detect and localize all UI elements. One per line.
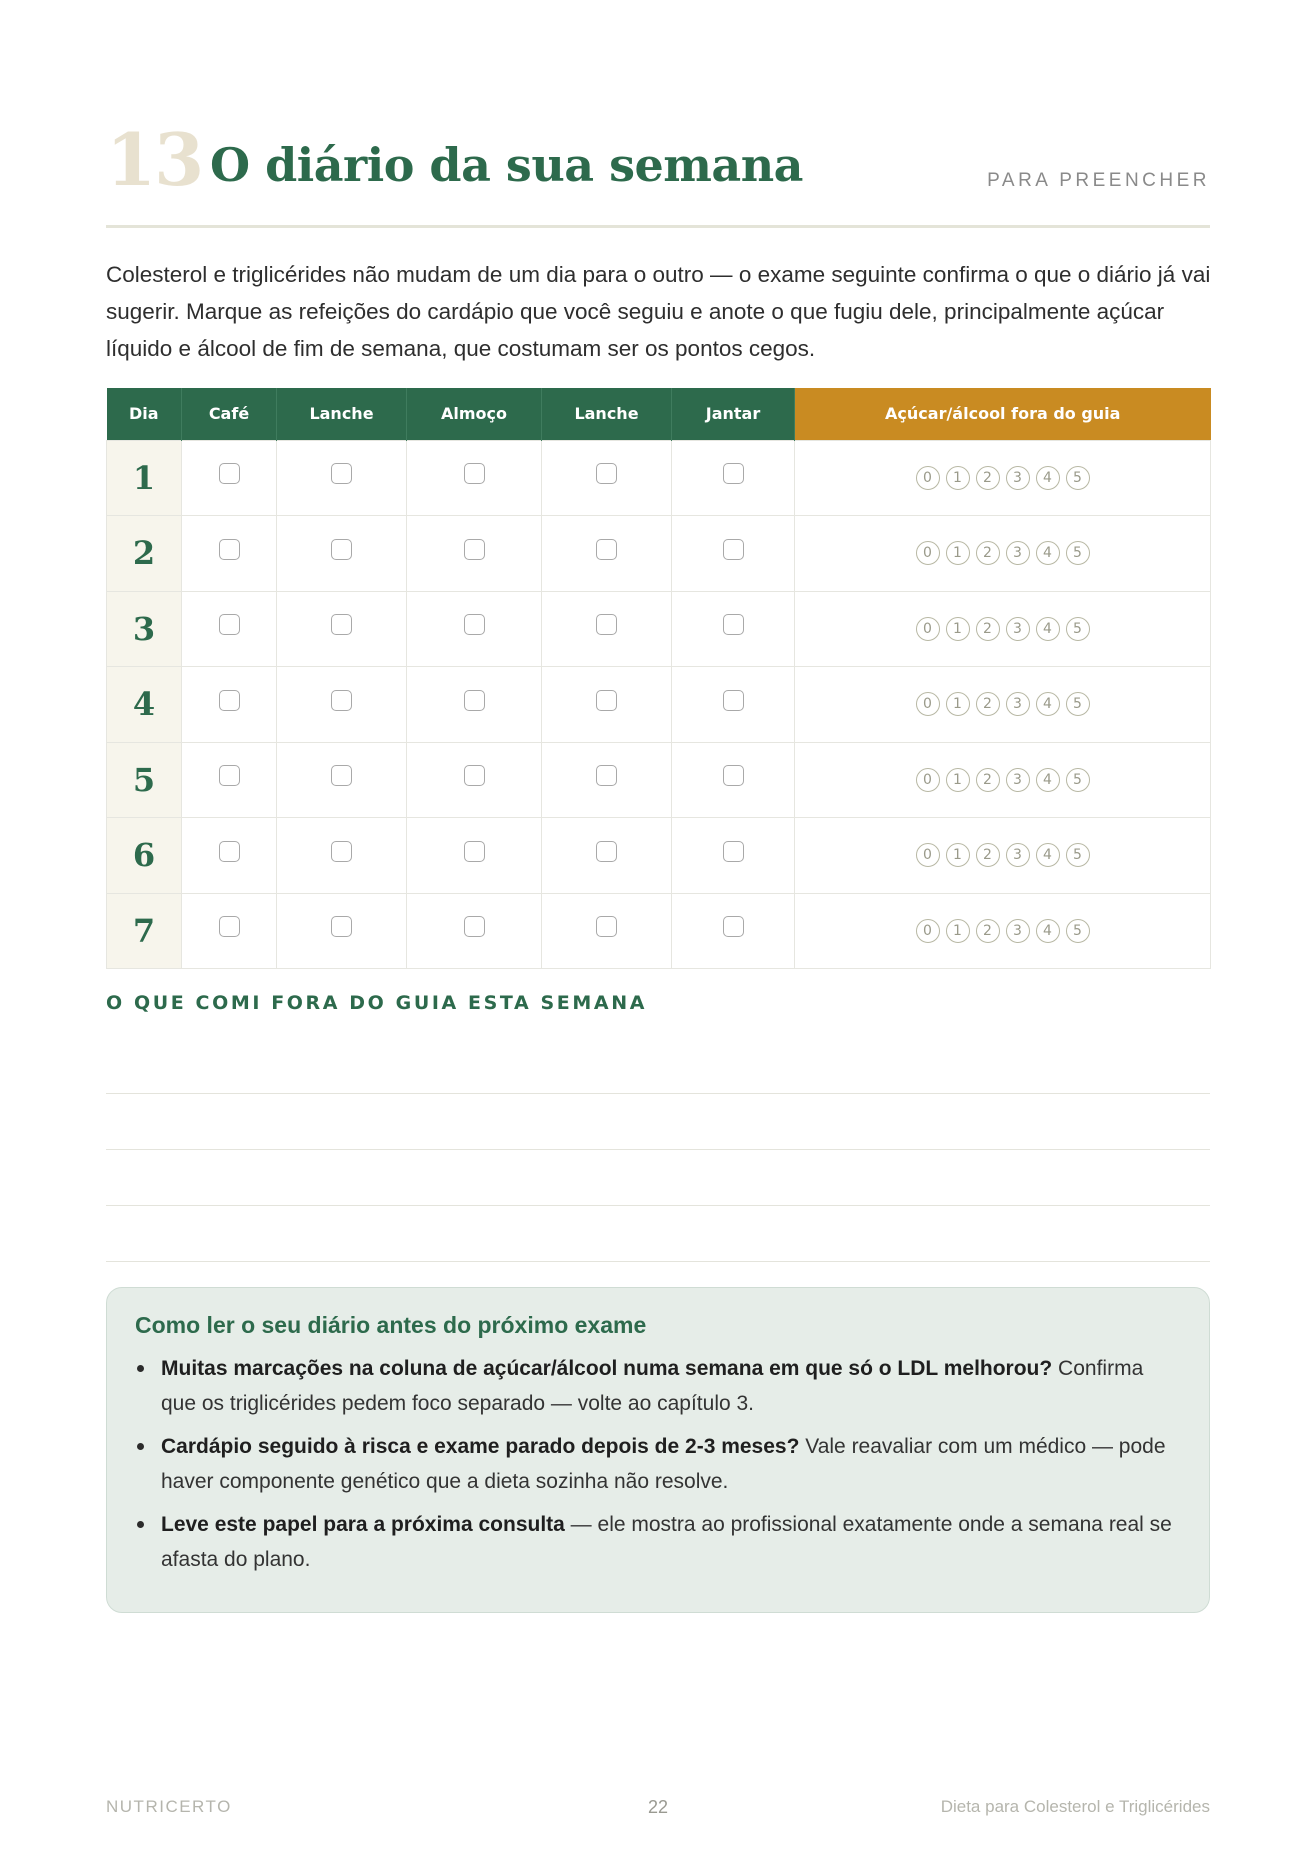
header-jantar: Jantar <box>672 388 795 440</box>
reading-tips-box <box>106 1287 1210 1613</box>
reading-tips-list <box>135 1351 1181 1577</box>
write-line[interactable] <box>106 1093 1210 1094</box>
cafe-checkbox[interactable] <box>219 690 240 711</box>
meal-cell <box>182 591 277 666</box>
rating-scale <box>916 466 1090 490</box>
jantar-checkbox[interactable] <box>723 539 744 560</box>
chapter-title: O diário da sua semana <box>210 138 803 192</box>
table-row <box>107 817 1211 893</box>
rating-option[interactable]: 3 <box>1006 466 1030 490</box>
rating-scale <box>916 843 1090 867</box>
header-lanche-2: Lanche <box>542 388 672 440</box>
lanche-2-checkbox[interactable] <box>596 690 617 711</box>
day-number: 5 <box>107 742 182 817</box>
rating-scale <box>916 617 1090 641</box>
rating-option[interactable]: 5 <box>1066 919 1090 943</box>
meal-cell <box>407 440 542 515</box>
almoco-checkbox[interactable] <box>464 690 485 711</box>
table-row <box>107 742 1211 817</box>
rating-option[interactable]: 4 <box>1036 843 1060 867</box>
meal-cell <box>407 742 542 817</box>
lanche-2-checkbox[interactable] <box>596 916 617 937</box>
meal-cell <box>407 817 542 893</box>
rating-option[interactable]: 4 <box>1036 617 1060 641</box>
header-cafe: Café <box>182 388 277 440</box>
outside-guide-label: O QUE COMI FORA DO GUIA ESTA SEMANA <box>106 992 648 1014</box>
rating-option[interactable]: 1 <box>946 919 970 943</box>
lanche-1-checkbox[interactable] <box>331 841 352 862</box>
table-row <box>107 440 1211 515</box>
day-number: 1 <box>107 440 182 515</box>
lanche-2-checkbox[interactable] <box>596 539 617 560</box>
rating-option[interactable]: 1 <box>946 768 970 792</box>
page <box>106 0 1210 1853</box>
rating-option[interactable]: 5 <box>1066 768 1090 792</box>
tip-item <box>135 1351 1181 1421</box>
sugar-alcohol-cell <box>795 742 1211 817</box>
sugar-alcohol-cell <box>795 440 1211 515</box>
rating-option[interactable]: 5 <box>1066 692 1090 716</box>
footer-brand: NUTRICERTO <box>106 1797 232 1816</box>
meal-cell <box>277 817 407 893</box>
tip-item <box>135 1507 1181 1577</box>
table-row <box>107 515 1211 591</box>
sugar-alcohol-cell <box>795 591 1211 666</box>
rating-option[interactable]: 5 <box>1066 617 1090 641</box>
cafe-checkbox[interactable] <box>219 841 240 862</box>
meal-cell <box>277 893 407 968</box>
meal-cell <box>407 591 542 666</box>
day-number: 2 <box>107 515 182 591</box>
lanche-2-checkbox[interactable] <box>596 841 617 862</box>
jantar-checkbox[interactable] <box>723 463 744 484</box>
day-number: 6 <box>107 817 182 893</box>
rating-option[interactable]: 2 <box>976 692 1000 716</box>
cafe-checkbox[interactable] <box>219 463 240 484</box>
meal-cell <box>672 515 795 591</box>
rating-option[interactable]: 3 <box>1006 617 1030 641</box>
almoco-checkbox[interactable] <box>464 916 485 937</box>
intro-paragraph: Colesterol e triglicérides não mudam de um dia para o outro — o exame seguinte confirma o que o diário já vai sugerir. Marque as refeições do cardápio que você seguiu e anote o que fugiu dele, principalmente açúcar líquido e álcool de fim de semana, que costumam ser os pontos cegos. <box>106 262 1211 361</box>
table-row <box>107 666 1211 742</box>
sugar-alcohol-cell <box>795 893 1211 968</box>
lanche-1-checkbox[interactable] <box>331 690 352 711</box>
tip-text: Vale reavaliar com um médico — pode haver componente genético que a dieta sozinha não resolve. <box>161 1435 1166 1493</box>
write-line[interactable] <box>106 1205 1210 1206</box>
rating-option[interactable]: 0 <box>916 541 940 565</box>
meal-cell <box>542 893 672 968</box>
meal-cell <box>182 440 277 515</box>
jantar-checkbox[interactable] <box>723 916 744 937</box>
header-lanche-1: Lanche <box>277 388 407 440</box>
rating-option[interactable]: 3 <box>1006 692 1030 716</box>
meal-cell <box>542 515 672 591</box>
rating-option[interactable]: 1 <box>946 843 970 867</box>
header-dia: Dia <box>107 388 182 440</box>
write-line[interactable] <box>106 1261 1210 1262</box>
jantar-checkbox[interactable] <box>723 614 744 635</box>
rating-option[interactable]: 0 <box>916 919 940 943</box>
tip-text: — ele mostra ao profissional exatamente onde a semana real se afasta do plano. <box>161 1513 1172 1571</box>
meal-cell <box>407 666 542 742</box>
day-number: 3 <box>107 591 182 666</box>
jantar-checkbox[interactable] <box>723 841 744 862</box>
write-line[interactable] <box>106 1149 1210 1150</box>
rating-option[interactable]: 1 <box>946 466 970 490</box>
rating-option[interactable]: 4 <box>1036 466 1060 490</box>
footer-book-title: Dieta para Colesterol e Triglicérides <box>940 1797 1210 1816</box>
lanche-1-checkbox[interactable] <box>331 916 352 937</box>
meal-cell <box>407 515 542 591</box>
rating-option[interactable]: 2 <box>976 843 1000 867</box>
chapter-number: 13 <box>106 117 203 202</box>
meal-cell <box>672 440 795 515</box>
rating-option[interactable]: 3 <box>1006 919 1030 943</box>
lanche-1-checkbox[interactable] <box>331 539 352 560</box>
almoco-checkbox[interactable] <box>464 539 485 560</box>
rating-option[interactable]: 2 <box>976 919 1000 943</box>
rating-option[interactable]: 4 <box>1036 919 1060 943</box>
day-number: 4 <box>107 666 182 742</box>
meal-cell <box>542 440 672 515</box>
almoco-checkbox[interactable] <box>464 765 485 786</box>
rating-option[interactable]: 4 <box>1036 541 1060 565</box>
tip-item <box>135 1429 1181 1499</box>
rating-option[interactable]: 3 <box>1006 843 1030 867</box>
rating-option[interactable]: 0 <box>916 692 940 716</box>
rating-option[interactable]: 0 <box>916 617 940 641</box>
rating-option[interactable]: 1 <box>946 541 970 565</box>
meal-cell <box>542 742 672 817</box>
chapter-header <box>106 118 1210 228</box>
table-header-row <box>107 388 1211 440</box>
rating-option[interactable]: 4 <box>1036 768 1060 792</box>
meal-cell <box>277 742 407 817</box>
rating-scale <box>916 692 1090 716</box>
rating-option[interactable]: 0 <box>916 843 940 867</box>
meal-cell <box>542 666 672 742</box>
rating-option[interactable]: 1 <box>946 617 970 641</box>
meal-cell <box>542 817 672 893</box>
day-number: 7 <box>107 893 182 968</box>
sugar-alcohol-cell <box>795 515 1211 591</box>
rating-option[interactable]: 4 <box>1036 692 1060 716</box>
lanche-2-checkbox[interactable] <box>596 765 617 786</box>
chapter-tag: PARA PREENCHER <box>987 170 1210 191</box>
rating-option[interactable]: 1 <box>946 692 970 716</box>
reading-tips-title: Como ler o seu diário antes do próximo exame <box>135 1312 647 1338</box>
rating-option[interactable]: 5 <box>1066 541 1090 565</box>
lanche-2-checkbox[interactable] <box>596 463 617 484</box>
rating-option[interactable]: 2 <box>976 617 1000 641</box>
meal-cell <box>672 742 795 817</box>
tip-bold: Leve este papel para a próxima consulta <box>161 1513 565 1536</box>
meal-cell <box>542 591 672 666</box>
jantar-checkbox[interactable] <box>723 690 744 711</box>
table-body <box>107 440 1211 968</box>
rating-option[interactable]: 2 <box>976 466 1000 490</box>
rating-option[interactable]: 2 <box>976 768 1000 792</box>
lanche-1-checkbox[interactable] <box>331 614 352 635</box>
table-row <box>107 591 1211 666</box>
meal-cell <box>672 666 795 742</box>
cafe-checkbox[interactable] <box>219 539 240 560</box>
rating-option[interactable]: 0 <box>916 768 940 792</box>
weekly-diary-table <box>106 388 1211 969</box>
rating-option[interactable]: 3 <box>1006 541 1030 565</box>
meal-cell <box>672 817 795 893</box>
meal-cell <box>277 440 407 515</box>
header-almoco: Almoço <box>407 388 542 440</box>
sugar-alcohol-cell <box>795 666 1211 742</box>
tip-text: Confirma que os triglicérides pedem foco separado — volte ao capítulo 3. <box>161 1357 1144 1415</box>
meal-cell <box>277 666 407 742</box>
rating-option[interactable]: 3 <box>1006 768 1030 792</box>
meal-cell <box>182 515 277 591</box>
rating-scale <box>916 768 1090 792</box>
meal-cell <box>672 893 795 968</box>
cafe-checkbox[interactable] <box>219 916 240 937</box>
rating-scale <box>916 919 1090 943</box>
tip-bold: Muitas marcações na coluna de açúcar/álcool numa semana em que só o LDL melhorou? <box>161 1357 1053 1380</box>
cafe-checkbox[interactable] <box>219 765 240 786</box>
lanche-1-checkbox[interactable] <box>331 765 352 786</box>
page-number: 22 <box>647 1797 669 1817</box>
rating-scale <box>916 541 1090 565</box>
table-row <box>107 893 1211 968</box>
meal-cell <box>182 817 277 893</box>
lanche-1-checkbox[interactable] <box>331 463 352 484</box>
meal-cell <box>182 742 277 817</box>
almoco-checkbox[interactable] <box>464 841 485 862</box>
meal-cell <box>277 591 407 666</box>
tip-bold: Cardápio seguido à risca e exame parado depois de 2-3 meses? <box>161 1435 800 1458</box>
meal-cell <box>277 515 407 591</box>
meal-cell <box>182 893 277 968</box>
meal-cell <box>672 591 795 666</box>
rating-option[interactable]: 2 <box>976 541 1000 565</box>
lanche-2-checkbox[interactable] <box>596 614 617 635</box>
meal-cell <box>182 666 277 742</box>
cafe-checkbox[interactable] <box>219 614 240 635</box>
header-acucar-alcool: Açúcar/álcool fora do guia <box>795 388 1211 440</box>
sugar-alcohol-cell <box>795 817 1211 893</box>
jantar-checkbox[interactable] <box>723 765 744 786</box>
almoco-checkbox[interactable] <box>464 614 485 635</box>
rating-option[interactable]: 5 <box>1066 466 1090 490</box>
rating-option[interactable]: 5 <box>1066 843 1090 867</box>
almoco-checkbox[interactable] <box>464 463 485 484</box>
rating-option[interactable]: 0 <box>916 466 940 490</box>
meal-cell <box>407 893 542 968</box>
